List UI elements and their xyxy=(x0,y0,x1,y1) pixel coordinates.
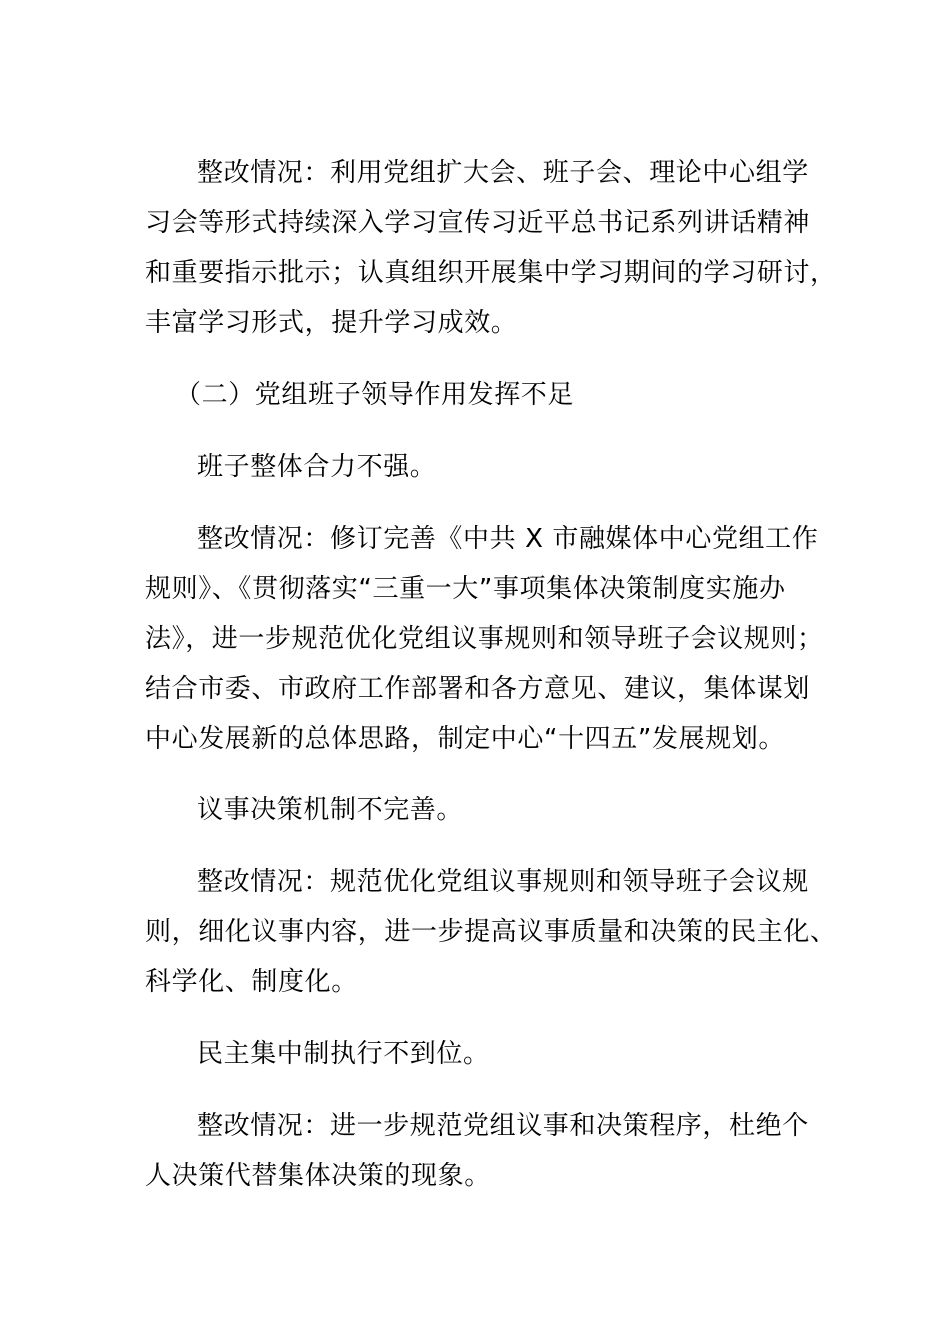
text-line: 班子整体合力不强。 xyxy=(197,452,437,482)
text-line: 整改情况：规范优化党组议事规则和领导班子会议规 xyxy=(197,867,809,897)
text-line: 和重要指示批示；认真组织开展集中学习期间的学习研讨， xyxy=(145,258,837,288)
paragraph-rectification-rules xyxy=(145,514,824,764)
paragraph-rectification-centralism xyxy=(145,1101,815,1201)
text-line: 丰富学习形式，提升学习成效。 xyxy=(145,308,518,338)
issue-heading xyxy=(145,442,815,492)
text-line: 规则》、《贯彻落实“三重一大”事项集体决策制度实施办 xyxy=(145,574,786,604)
section-heading xyxy=(145,370,815,420)
text-line: 科学化、制度化。 xyxy=(145,967,358,997)
issue-heading xyxy=(145,1029,815,1079)
text-line: 习会等形式持续深入学习宣传习近平总书记系列讲话精神 xyxy=(145,208,811,238)
text-line: 中心发展新的总体思路，制定中心“十四五”发展规划。 xyxy=(145,724,785,754)
paragraph-rectification-study xyxy=(145,148,837,348)
text-line: 结合市委、市政府工作部署和各方意见、建议，集体谋划 xyxy=(145,674,811,704)
text-line: 民主集中制执行不到位。 xyxy=(197,1039,490,1069)
issue-heading xyxy=(145,785,815,835)
text-line: 法》，进一步规范优化党组议事规则和领导班子会议规则； xyxy=(145,624,824,654)
text-line: 整改情况：修订完善《中共 X 市融媒体中心党组工作 xyxy=(197,524,819,554)
paragraph-rectification-decision xyxy=(145,857,837,1007)
text-line: 则，细化议事内容，进一步提高议事质量和决策的民主化、 xyxy=(145,917,837,947)
heading-text: （二）党组班子领导作用发挥不足 xyxy=(175,380,575,410)
text-line: 整改情况：进一步规范党组议事和决策程序，杜绝个 xyxy=(197,1111,809,1141)
text-line: 整改情况：利用党组扩大会、班子会、理论中心组学 xyxy=(197,158,809,188)
text-line: 议事决策机制不完善。 xyxy=(197,795,464,825)
text-line: 人决策代替集体决策的现象。 xyxy=(145,1161,491,1191)
